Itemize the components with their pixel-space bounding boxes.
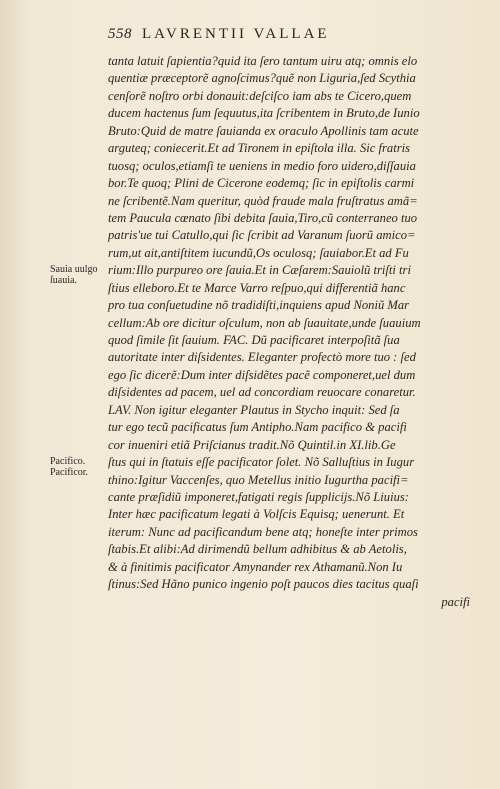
text-line: pro tua conſuetudine nõ tradidiſti,inquiens apud Noniũ Mar (108, 298, 410, 313)
margin-note-line: Pacifico. (50, 456, 86, 467)
text-line: cenſorẽ noſtro orbi donauit:deſciſco iam abs te Cicero,quem (108, 88, 412, 103)
catchword: pacifi (441, 594, 470, 609)
text-line: ducem hactenus ſum ſequutus,ita ſcribentem in Bruto,de Iunio (108, 106, 420, 121)
text-line: tem Paucula cœnato ſibi debita ſauia,Tiro,cũ conterraneo tuo (108, 210, 418, 225)
text-line: LAV. Non igitur eleganter Plautus in Stycho inquit: Sed ſa (108, 402, 400, 417)
text-line: tanta latuit ſapientia?quid ita ſero tantum uiru atq; omnis elo (108, 54, 418, 68)
text-line: ſtus qui in ſtatuis eſſe pacificator ſolet. Nõ Salluſtius in Iugur (108, 455, 415, 470)
text-line: ſtius elleboro.Et te Marce Varro reſpuo,qui differentiã hanc (108, 280, 406, 295)
page-header (108, 26, 468, 46)
text-line: quentiæ præceptorẽ agnoſcimus?quẽ non Liguria,ſed Scythia (108, 71, 416, 86)
margin-note-line: Pacificor. (50, 467, 89, 478)
text-line: cellum:Ab ore dicitur oſculum, non ab ſuauitate,unde ſuauium (108, 315, 421, 330)
text-line: patris'ue tui Catullo,qui ſic ſcribit ad Varanum ſuorũ amico= (108, 228, 416, 243)
text-line: & à finitimis pacificator Amynander rex Athamanũ.Non Iu (108, 559, 403, 574)
text-line: cante præſidiũ imponeret,fatigati regis ſupplicijs.Nõ Liuius: (108, 489, 409, 504)
text-line: tuosq; oculos,etiamſi te ueniens in medio foro uidero,diſſauia (108, 158, 416, 173)
text-line: ſtinus:Sed Hãno punico ingenio poſt paucos dies tacitus quaſi (108, 577, 419, 592)
text-line: thino:Igitur Vaccenſes, quo Metellus initio Iugurtha pacifi= (108, 472, 409, 487)
text-line: cor inueniri etiã Priſcianus tradit.Nõ Quintil.in XI.lib.Ge (108, 437, 396, 452)
text-line: quod ſimile ſit ſauium. FAC. Dũ pacificaret interpoſitã ſua (108, 333, 400, 347)
text-line: ego ſic dicerẽ:Dum inter diſsidẽtes pacẽ componeret,uel dum (108, 367, 416, 382)
text-line: tur ego tecũ pacificatus ſum Antipho.Nam pacifico & pacifi (108, 420, 407, 435)
page-number: 558 (108, 26, 132, 42)
text-line: bor.Te quoq; Plini de Cicerone eodemq; ſic in epiſtolis carmi (108, 176, 415, 191)
text-line: iterum: Nunc ad pacificandum bene atq; honeſte inter primos (108, 524, 418, 539)
margin-note-pacifico (50, 456, 106, 478)
text-line: ne ſcribentẽ.Nam queritur, quòd fraude mala fruſtratus amã= (108, 193, 418, 208)
main-text-block (108, 53, 470, 611)
text-line: autoritate inter diſsidentes. Eleganter profectò more tuo : ſed (108, 350, 416, 365)
text-line: arguteq; coniecerit.Et ad Tironem in epiſtola illa. Sic fratris (108, 141, 410, 156)
margin-note-line: ſuauia. (50, 275, 77, 286)
text-line: ſtabis.Et alibi:Ad dirimendũ bellum adhibitus & ab Aetolis, (108, 542, 407, 557)
text-line: Inter hæc pacificatum legati à Volſcis Equisq; uenerunt. Et (108, 507, 405, 522)
running-head: LAVRENTII VALLAE (142, 26, 330, 42)
text-line: rum,ut ait,antiſtitem iucundũ,Os oculosq; ſauiabor.Et ad Fu (108, 245, 409, 260)
text-line: Bruto:Quid de matre ſauianda ex oraculo Apollinis tam acute (108, 123, 419, 138)
text-line: rium:Illo purpureo ore ſauia.Et in Cæſarem:Sauiolũ triſti tri (108, 263, 411, 278)
margin-note-sauia (50, 264, 106, 286)
text-line: diſsidentes ad pacem, uel ad concordiam reuocare conaretur. (108, 385, 416, 400)
margin-note-line: Sauia uulgo (50, 264, 98, 275)
